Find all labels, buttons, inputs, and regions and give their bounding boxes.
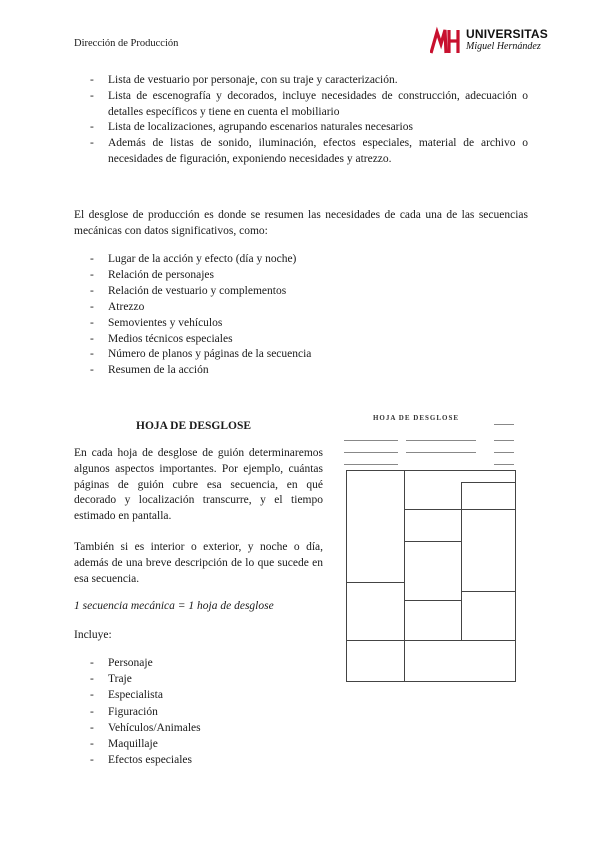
breakdown-data-list <box>90 252 490 379</box>
list-item: - Lista de localizaciones, agrupando escenarios naturales necesarios <box>90 120 528 136</box>
body-paragraph: También si es interior o exterior, y noche o día, además de una breve descripción de lo que sucede en esa secuencia. <box>74 541 323 585</box>
list-item: - Vehículos/Animales <box>90 720 320 736</box>
list-item: - Relación de personajes <box>90 268 490 284</box>
list-item: - Relación de vestuario y complementos <box>90 284 490 300</box>
list-item: - Número de planos y páginas de la secuencia <box>90 347 490 363</box>
list-item: - Figuración <box>90 704 320 720</box>
list-item: - Maquillaje <box>90 736 320 752</box>
list-item: - Atrezzo <box>90 300 490 316</box>
breakdown-sheet-image <box>340 410 524 688</box>
umh-logo-mark-icon <box>430 26 462 54</box>
list-item: - Medios técnicos especiales <box>90 332 490 348</box>
production-lists <box>90 73 528 168</box>
formula-text: 1 secuencia mecánica = 1 hoja de desglose <box>74 600 274 612</box>
list-item: - Semovientes y vehículos <box>90 316 490 332</box>
list-item: - Resumen de la acción <box>90 363 490 379</box>
includes-label: Incluye: <box>74 629 112 641</box>
intro-paragraph: El desglose de producción es donde se resumen las necesidades de cada una de las secuencias mecánicas con datos significativos, como: <box>74 209 528 237</box>
university-logo <box>430 26 548 56</box>
list-item: - Lista de vestuario por personaje, con su traje y caracterización. <box>90 73 528 89</box>
list-item: - Además de listas de sonido, iluminación, efectos especiales, material de archivo o necesidades de figuración, exponiendo necesidades y atrezzo. <box>90 136 528 168</box>
body-paragraph: En cada hoja de desglose de guión determinaremos algunos aspectos importantes. Por ejemplo, cuántas páginas de guión cubre esa secuencia, en qué decorado y localización transcurre, y el tiempo estimado en pantalla. <box>74 447 323 523</box>
includes-list <box>90 655 320 768</box>
section-heading: HOJA DE DESGLOSE <box>136 420 252 432</box>
form-title: HOJA DE DESGLOSE <box>372 414 460 422</box>
logo-subtitle: Miguel Hernández <box>466 41 541 52</box>
list-item: - Personaje <box>90 655 320 671</box>
document-header-title: Dirección de Producción <box>74 38 179 49</box>
list-item: - Especialista <box>90 687 320 703</box>
list-item: - Traje <box>90 671 320 687</box>
list-item: - Efectos especiales <box>90 752 320 768</box>
list-item: - Lista de escenografía y decorados, incluye necesidades de construcción, adecuación o detalles específicos y tiene en cuenta el mobiliario <box>90 89 528 121</box>
list-item: - Lugar de la acción y efecto (día y noche) <box>90 252 490 268</box>
logo-wordmark: UNIVERSITAS <box>466 27 548 41</box>
